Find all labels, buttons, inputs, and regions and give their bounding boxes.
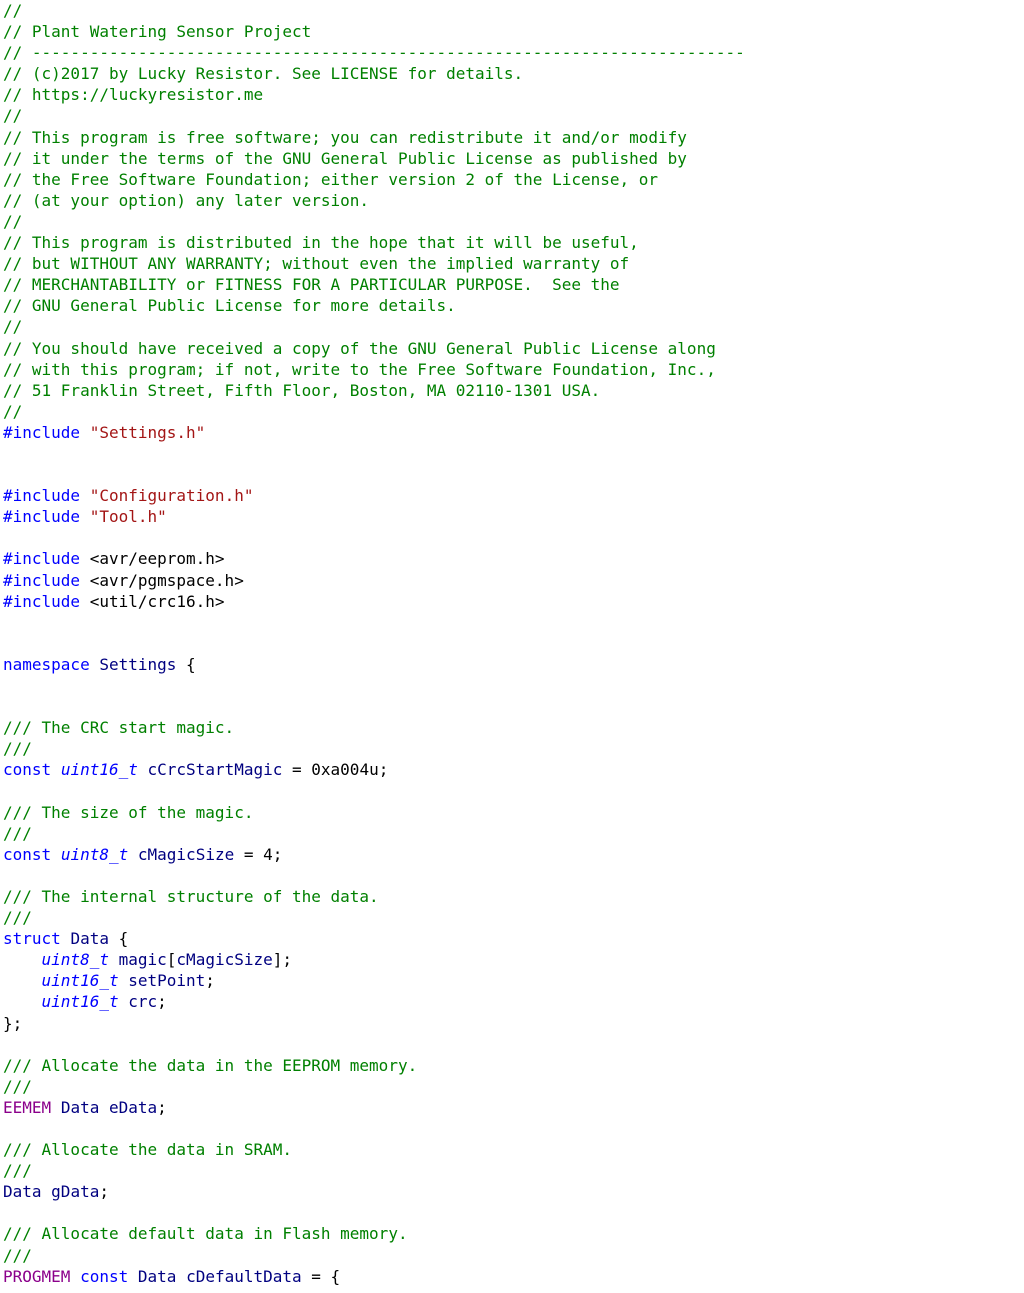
code-line [3,1202,745,1223]
code-token-keyword: const [3,844,52,864]
code-token-string: "Configuration.h" [89,486,254,506]
code-line [3,591,745,612]
code-token-plain: [ [166,950,177,970]
code-token-comment: // 51 Franklin Street, Fifth Floor, Boston, MA 02110-1301 USA. [3,380,601,400]
code-line [3,422,745,443]
code-token-preprocessor: #include [3,507,81,527]
code-line [3,1076,745,1097]
code-token-plain [51,760,61,779]
code-token-identifier: cCrcStartMagic [147,760,283,780]
code-token-keyword: namespace [3,654,90,674]
code-token-identifier: cMagicSize [137,844,235,864]
code-token-preprocessor: #include [3,549,81,569]
code-token-comment: /// The CRC start magic. [3,718,235,738]
code-token-comment: // This program is distributed in the hope that it will be useful, [3,233,639,253]
code-token-comment: /// [3,823,32,843]
code-token-plain [3,950,42,969]
code-token-plain: ; [205,971,215,991]
code-line [3,338,745,359]
code-line [3,253,745,274]
code-line [3,717,745,738]
code-token-plain [90,655,100,674]
code-line [3,886,745,907]
code-line [3,1034,745,1055]
code-line [3,1097,745,1118]
code-token-identifier: Data [3,1182,42,1202]
code-token-plain [80,423,90,442]
code-line [3,802,745,823]
code-line [3,612,745,633]
code-token-plain: { [176,654,196,674]
code-line [3,527,745,548]
code-line [3,274,745,295]
code-token-comment: // [3,1,23,20]
code-line [3,548,745,569]
code-token-comment: /// The size of the magic. [3,802,254,822]
code-token-comment: // (c)2017 by Lucky Resistor. See LICENSE for details. [3,64,524,84]
code-line [3,359,745,380]
code-token-plain: { [108,929,129,949]
code-token-preprocessor: #include [3,591,81,611]
code-token-string: "Settings.h" [89,422,206,442]
code-token-comment: /// Allocate the data in the EEPROM memory. [3,1055,418,1075]
code-token-preprocessor: #include [3,486,81,506]
code-token-comment: /// Allocate the data in SRAM. [3,1140,292,1160]
code-token-comment: // [3,317,23,337]
code-token-comment: // You should have received a copy of the GNU General Public License along [3,338,716,358]
code-line [3,1139,745,1160]
code-line [3,464,745,485]
code-token-macro: EEMEM [3,1097,52,1117]
code-token-plain: = 4; [234,844,283,864]
code-token-identifier: gData [51,1182,100,1202]
code-token-plain [176,1267,186,1286]
code-token-type: uint16_t [60,760,138,780]
code-token-preprocessor: #include [3,570,81,590]
code-token-plain [128,1267,138,1286]
code-line [3,443,745,464]
code-token-type: uint8_t [41,950,109,970]
code-token-identifier: magic [118,950,167,970]
code-token-plain [109,950,119,969]
code-line [3,696,745,717]
code-token-comment: // This program is free software; you can redistribute it and/or modify [3,127,687,147]
code-token-plain: <avr/pgmspace.h> [80,570,244,590]
code-token-keyword: const [3,760,52,780]
code-token-string: "Tool.h" [89,507,167,527]
code-token-plain: <avr/eeprom.h> [80,549,225,569]
code-token-identifier: Settings [99,654,177,674]
code-view [3,0,745,1287]
code-token-comment: // but WITHOUT ANY WARRANTY; without even the implied warranty of [3,254,630,274]
code-line [3,1181,745,1202]
code-line [3,105,745,126]
code-token-identifier: eData [108,1097,158,1117]
code-token-identifier: Data [70,929,109,949]
code-line [3,401,745,422]
code-line [3,1245,745,1266]
code-line [3,42,745,63]
code-token-plain: ; [157,992,167,1012]
code-line [3,949,745,970]
code-token-identifier: Data [60,1097,100,1117]
code-line [3,21,745,42]
code-line [3,1266,745,1287]
code-line [3,0,745,21]
code-token-plain [80,507,90,526]
code-token-type: uint16_t [41,992,119,1012]
code-token-comment: // https://luckyresistor.me [3,85,264,105]
code-token-plain [3,992,42,1011]
code-token-identifier: setPoint [128,971,206,991]
code-token-plain: }; [3,1013,23,1033]
code-token-plain [119,992,129,1011]
code-token-comment: /// [3,908,32,928]
code-token-plain: ]; [272,950,293,970]
code-line [3,84,745,105]
code-line [3,148,745,169]
code-line [3,865,745,886]
code-line [3,780,745,801]
code-line [3,316,745,337]
code-token-comment: // [3,211,23,231]
code-token-identifier: Data [137,1266,177,1286]
code-token-plain: ; [157,1097,167,1117]
code-token-plain [99,1098,109,1117]
code-token-plain: = 0xa004u; [282,760,389,780]
code-token-comment: /// [3,739,32,759]
code-token-comment: // Plant Watering Sensor Project [3,22,312,42]
code-line [3,127,745,148]
code-token-keyword: struct [3,929,61,949]
code-token-comment: // the Free Software Foundation; either version 2 of the License, or [3,169,659,189]
code-line [3,1223,745,1244]
code-line [3,970,745,991]
code-line [3,1118,745,1139]
code-line [3,633,745,654]
code-line [3,844,745,865]
code-line [3,211,745,232]
code-line [3,1055,745,1076]
code-line [3,506,745,527]
code-token-comment: // GNU General Public License for more details. [3,296,456,316]
code-line [3,295,745,316]
code-token-comment: // -------------------------------------------------------------------------- [3,43,745,63]
code-token-keyword: const [80,1266,129,1286]
code-line [3,738,745,759]
code-line [3,823,745,844]
code-token-comment: // it under the terms of the GNU General Public License as published by [3,148,687,168]
code-token-plain: = { [301,1266,341,1286]
code-token-comment: /// The internal structure of the data. [3,886,379,906]
code-line [3,759,745,780]
code-token-plain [3,971,42,990]
code-token-plain [70,1267,80,1286]
code-token-plain [42,1182,52,1201]
code-line [3,1013,745,1034]
code-token-plain: <util/crc16.h> [80,591,225,611]
code-token-plain [61,929,71,948]
code-line [3,232,745,253]
code-line [3,190,745,211]
code-token-plain [51,1098,61,1117]
code-line [3,169,745,190]
code-token-type: uint8_t [60,844,129,864]
code-line [3,654,745,675]
code-token-identifier: cDefaultData [186,1266,302,1286]
code-line [3,1160,745,1181]
code-line [3,928,745,949]
code-line [3,675,745,696]
code-token-comment: // [3,106,23,126]
code-line [3,380,745,401]
code-token-plain [128,845,138,864]
code-token-comment: // MERCHANTABILITY or FITNESS FOR A PARTICULAR PURPOSE. See the [3,275,620,295]
code-token-comment: /// [3,1161,32,1181]
code-token-plain: ; [99,1182,109,1202]
code-token-comment: // [3,401,23,421]
code-token-identifier: crc [128,992,158,1012]
code-token-comment: /// [3,1076,32,1096]
code-token-preprocessor: #include [3,422,81,442]
code-token-plain [51,845,61,864]
code-token-plain [138,760,148,779]
code-token-comment: /// Allocate default data in Flash memory. [3,1224,408,1244]
code-line [3,570,745,591]
code-token-plain [119,971,129,990]
code-token-comment: // with this program; if not, write to the Free Software Foundation, Inc., [3,359,716,379]
code-token-comment: // (at your option) any later version. [3,190,370,210]
code-line [3,907,745,928]
code-token-type: uint16_t [41,971,119,991]
code-token-macro: PROGMEM [3,1266,71,1286]
code-token-comment: /// [3,1245,32,1265]
code-line [3,63,745,84]
code-token-plain [80,486,90,505]
code-line [3,485,745,506]
code-line [3,991,745,1012]
code-token-identifier: cMagicSize [176,950,273,970]
